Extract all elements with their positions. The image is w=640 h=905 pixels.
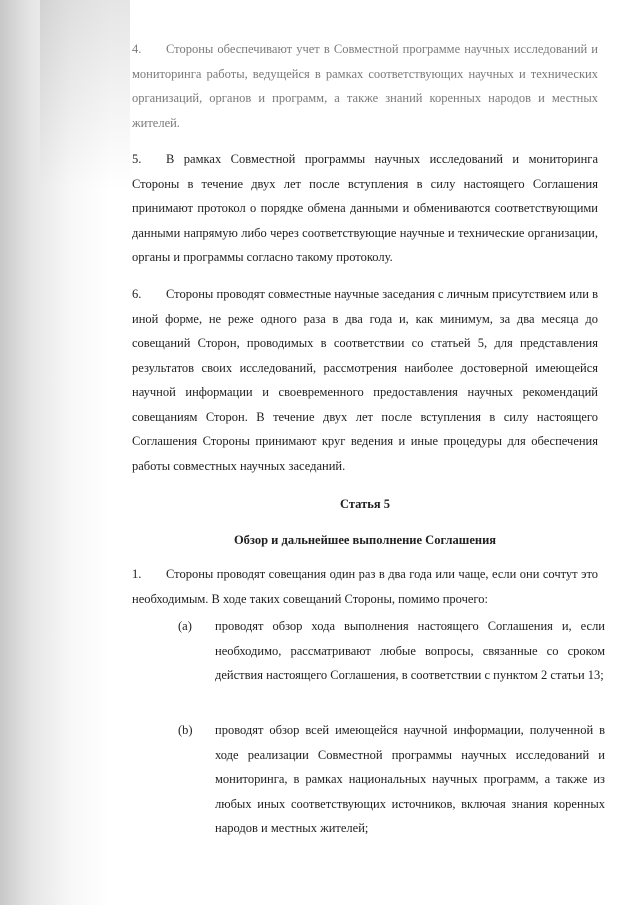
list-item-label: (b) [178,723,193,737]
paragraph-4 [132,37,598,135]
paragraph-5 [132,147,598,270]
paragraph-number: 5. [132,152,142,166]
article-title: Статья 5 [340,497,390,511]
list-item-text: проводят обзор хода выполнения настоящего Соглашения и, если необходимо, рассматривают любые вопросы, связанные со сроком действия настоящего Соглашения, в соответствии с пунктом 2 статьи 13; [215,619,605,682]
paragraph-text: Стороны проводят совещания один раз в два года или чаще, если они сочтут это необходимым. В ходе таких совещаний Стороны, помимо прочего: [132,567,598,606]
paragraph-text: Стороны обеспечивают учет в Совместной программе научных исследований и мониторинга работы, ведущейся в рамках соответствующих научных и технических организаций, органов и программ, а также знаний коренных народов и местных жителей. [132,42,598,130]
paragraph-number: 4. [132,42,142,56]
paragraph-text: В рамках Совместной программы научных исследований и мониторинга Стороны в течение двух лет после вступления в силу настоящего Соглашения принимают протокол о порядке обмена данными и обмениваются соответствующими данными напрямую либо через соответствующие научные и технические организации, органы и программы согласно такому протоколу. [132,152,598,264]
list-item-text: проводят обзор всей имеющейся научной информации, полученной в ходе реализации Совместной программы научных исследований и мониторинга, в рамках национальных научных программ, а также из любых иных соответствующих источников, включая знания коренных народов и местных жителей; [215,723,605,835]
paragraph-6 [132,282,598,478]
article-5-paragraph-1 [132,562,598,611]
paragraph-number: 6. [132,287,142,301]
paragraph-text: Стороны проводят совместные научные заседания с личным присутствием или в иной форме, не реже одного раза в два года и, как минимум, за два месяца до совещаний Сторон, проводимых в соответствии со статьей 5, для представления результатов своих исследований, рассмотрения наиболее достоверной имеющейся научной информации и своевременного предоставления научных рекомендаций совещаниям Сторон. В течение двух лет после вступления в силу настоящего Соглашения Стороны принимают круг ведения и иные процедуры для обеспечения работы совместных научных заседаний. [132,287,598,473]
article-subtitle: Обзор и дальнейшее выполнение Соглашения [233,533,497,547]
list-item-label: (a) [178,619,192,633]
paragraph-number: 1. [132,567,142,581]
